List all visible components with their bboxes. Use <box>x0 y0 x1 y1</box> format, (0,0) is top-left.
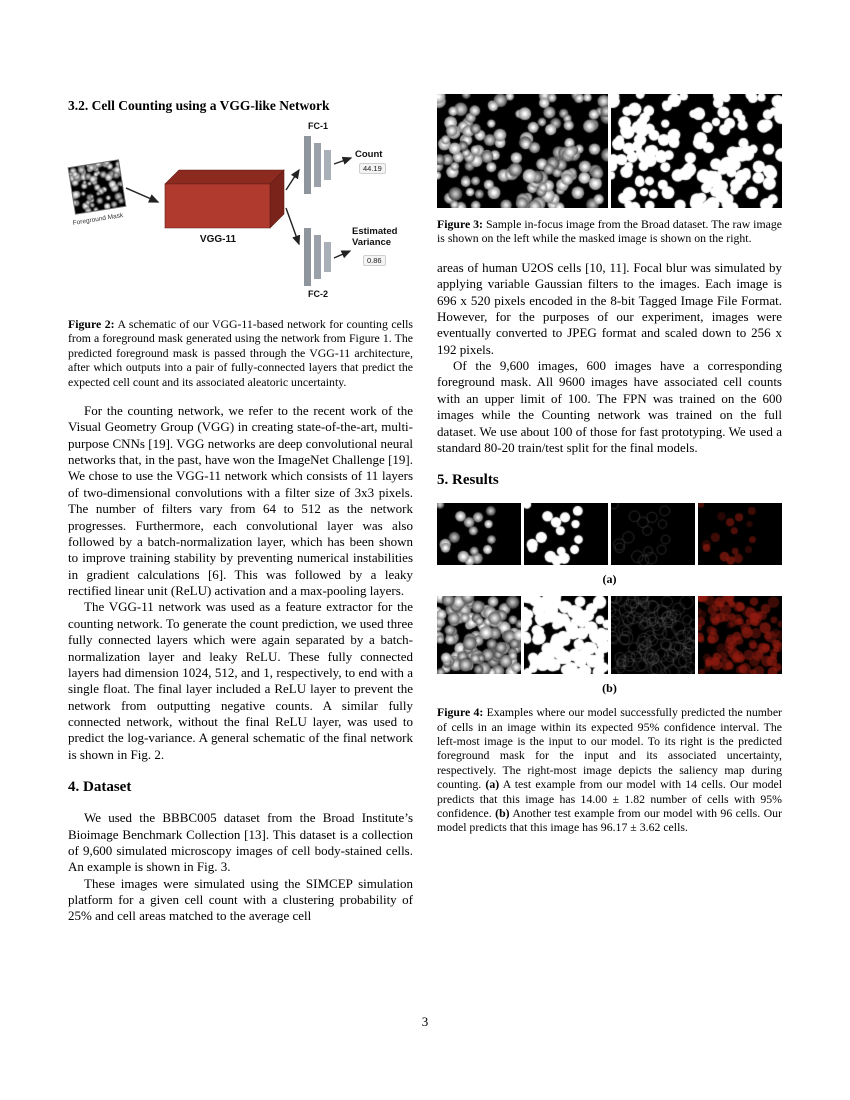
figure4b-mask-image <box>524 596 608 674</box>
figure4-caption-text-3: Another test example from our model with 96 cells. Our model predicts that this image has 96.17 ± 3.62 cells. <box>437 806 782 835</box>
figure4-caption-bold-a: (a) <box>485 777 500 792</box>
fc1-label: FC-1 <box>308 121 328 131</box>
foreground-mask-thumbnail <box>69 160 126 213</box>
figure4b-uncertainty-image <box>611 596 695 674</box>
arrow-fc1-to-count <box>334 158 351 164</box>
figure4-caption-bold-b: (b) <box>495 806 510 821</box>
fc2-label: FC-2 <box>308 289 328 299</box>
figure4-caption <box>437 705 782 835</box>
arrow-vgg-to-fc1 <box>286 170 299 190</box>
figure4-caption-text-1: Examples where our model successfully predicted the number of cells in an image within its expected 95% confidence interval. The left-most image is the input to our model. To its right is the predicted foreground mask for the input and its associated uncertainty, respectively. The right-most image depicts the saliency map during counting. <box>437 705 782 792</box>
figure4-caption-tag: Figure 4: <box>437 705 484 720</box>
vgg-block-label: VGG-11 <box>199 234 237 245</box>
fc2-bars <box>304 228 331 286</box>
figure3-caption <box>437 217 782 246</box>
figure3-raw-image <box>437 94 608 208</box>
figure4a-input-image <box>437 503 521 565</box>
left-column <box>68 96 413 925</box>
fc1-bars <box>304 136 331 194</box>
figure4b-saliency-image <box>698 596 782 674</box>
arrow-fc2-to-variance <box>334 251 350 258</box>
paragraph-simcep: These images were simulated using the SIMCEP simulation platform for a given cell count with a clustering probability of 25% and cell areas matched to the average cell <box>68 875 413 924</box>
figure4a-images <box>437 503 782 565</box>
figure4a-uncertainty-image <box>611 503 695 565</box>
arrow-vgg-to-fc2 <box>286 208 299 244</box>
paragraph-counting-network: For the counting network, we refer to the recent work of the Visual Geometry Group (VGG) in creating state-of-the-art, multi-purpose CNNs [19]. VGG networks are deep convolutional neural networks that, in the past, have won the ImageNet Challenge [19]. We chose to use the VGG-11 network which consists of 11 layers of two-dimensional convolutions with a filter size of 3x3 pixels. The number of filters vary from 64 to 512 as the network progresses. Furthermore, each convolutional layer was also followed by a batch-normalization layer, which has been shown to improve training stability by preventing numerical instabilities in gradient calculations [6]. This was followed by a leaky rectified linear unit (ReLU) activation and a max-pooling layers. <box>68 402 413 599</box>
figure3-caption-tag: Figure 3: <box>437 217 483 231</box>
figure2-diagram <box>68 121 413 308</box>
vgg-block-top-face <box>165 170 284 184</box>
figure2-caption-tag: Figure 2: <box>68 317 115 331</box>
arrow-input-to-vgg <box>126 188 158 202</box>
paragraph-vgg-feature-extractor: The VGG-11 network was used as a feature extractor for the counting network. To generate the count prediction, we used three fully connected layers which were again separated by a batch-normalization layer and leaky ReLU. These fully connected layers had dimension 1024, 512, and 1, respectively, to end with a single float. The final layer included a ReLU layer to prevent the network from outputting negative counts. A similar fully connected network, without the final ReLU layer, was used to predict the log-variance. A general schematic of the final network is shown in Fig. 2. <box>68 599 413 762</box>
count-output-label: Count <box>355 149 383 160</box>
page-number: 3 <box>421 1014 429 1029</box>
variance-output-value: 0.86 <box>363 255 386 266</box>
figure4-caption-text-2: A test example from our model with 14 cells. Our model predicts that this image has 14.00 ± 1.82 number of cells with 95% confidence. <box>437 777 782 821</box>
variance-output-label: Estimated Variance <box>352 226 398 248</box>
figure4a-mask-image <box>524 503 608 565</box>
figure4b-label: (b) <box>602 681 617 696</box>
count-output-value: 44.19 <box>359 163 386 174</box>
figure3-caption-text: Sample in-focus image from the Broad dataset. The raw image is shown on the left while the masked image is shown on the right. <box>437 217 783 246</box>
figure4b-input-image <box>437 596 521 674</box>
figure3-images <box>437 94 782 208</box>
right-column <box>437 94 782 849</box>
section-3-2-heading: 3.2. Cell Counting using a VGG-like Network <box>68 98 330 113</box>
paragraph-dataset-splits: Of the 9,600 images, 600 images have a corresponding foreground mask. All 9600 images have associated cell counts with an upper limit of 100. The FPN was trained on the 600 images while the Counting network was trained on the full dataset. We use about 100 of those for fast prototyping. We used a standard 80-20 train/test split for the final models. <box>437 358 782 455</box>
section-5-heading: 5. Results <box>437 472 499 489</box>
figure4b-images <box>437 596 782 674</box>
section-4-heading: 4. Dataset <box>68 779 132 796</box>
figure2-caption-text: A schematic of our VGG-11-based network for counting cells from a foreground mask generated using the network from Figure 1. The predicted foreground mask is passed through the VGG-11 architecture, after which outputs into a pair of fully-connected layers that predict the expected cell count and its associated aleatoric uncertainty. <box>68 317 413 389</box>
paragraph-dataset-bbbc005: We used the BBBC005 dataset from the Broad Institute’s Bioimage Benchmark Collection [13]. This dataset is a collection of 9,600 simulated microscopy images of cell body-stained cells. An example is shown in Fig. 3. <box>68 810 413 875</box>
figure4a-label: (a) <box>602 572 617 587</box>
foreground-mask-label: Foreground Mask <box>72 212 124 227</box>
vgg-block-front-face <box>165 184 270 228</box>
paragraph-u2os-continuation: areas of human U2OS cells [10, 11]. Focal blur was simulated by applying variable Gaussian filters to the images. Each image is 696 x 520 pixels encoded in the 8-bit Tagged Image File Format. However, for the purposes of our experiment, images were eventually converted to JPEG format and scaled down to 256 x 192 pixels. <box>437 259 782 357</box>
figure2-caption <box>68 317 413 389</box>
figure3-mask-image <box>611 94 782 208</box>
figure4a-saliency-image <box>698 503 782 565</box>
